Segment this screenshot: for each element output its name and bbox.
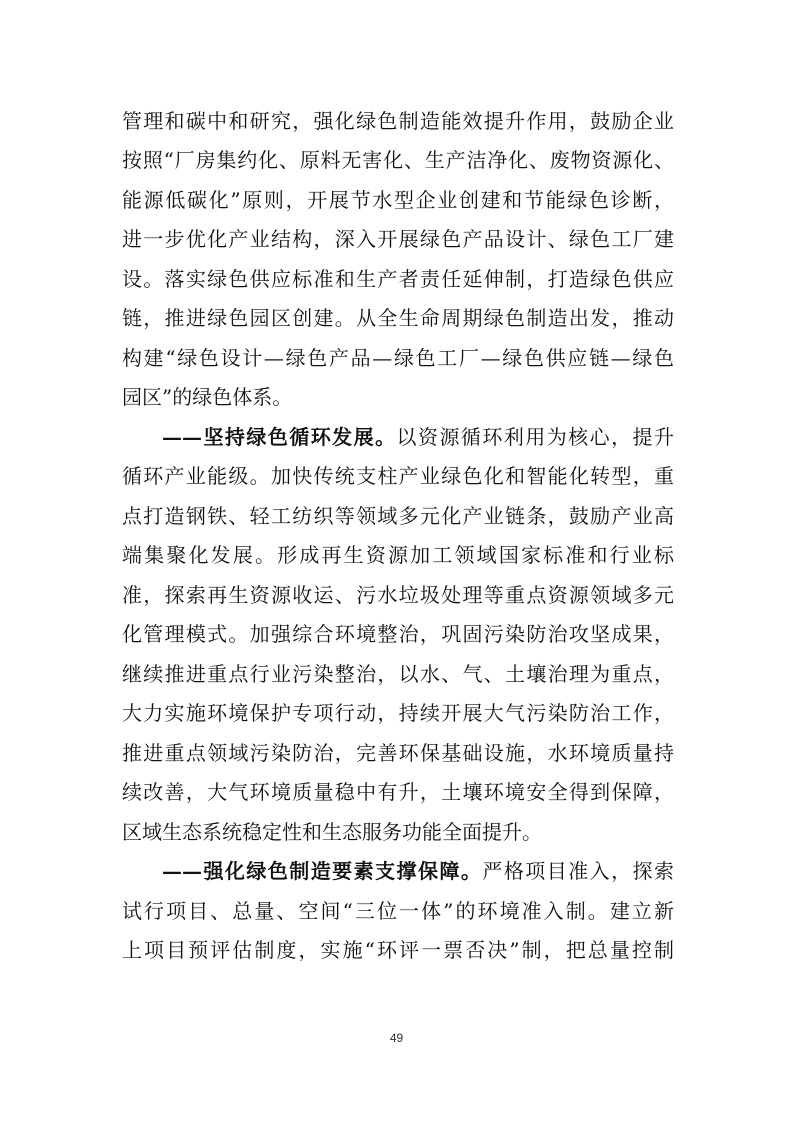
page-number: 49	[389, 1031, 404, 1045]
paragraph-line: 按照“厂房集约化、原料无害化、生产洁净化、废物资源化、	[122, 148, 674, 172]
section-heading-line	[162, 857, 674, 885]
paragraph-line: 区域生态系统稳定性和生态服务功能全面提升。	[122, 820, 542, 844]
paragraph-line: 化管理模式。加强综合环境整治，巩固污染防治攻坚成果，	[122, 622, 674, 646]
paragraph-line: 端集聚化发展。形成再生资源加工领域国家标准和行业标	[122, 543, 674, 567]
paragraph-line: 管理和碳中和研究，强化绿色制造能效提升作用，鼓励企业	[122, 109, 674, 133]
paragraph-line: 设。落实绿色供应标准和生产者责任延伸制，打造绿色供应	[122, 267, 674, 291]
paragraph-text: 严格项目准入，探索	[482, 859, 674, 883]
paragraph-text: 以资源循环利用为核心，提升	[396, 425, 674, 449]
paragraph-line: 链，推进绿色园区创建。从全生命周期绿色制造出发，推动	[122, 306, 674, 330]
paragraph-line: 试行项目、总量、空间“三位一体”的环境准入制。建立新	[122, 899, 674, 923]
paragraph-line: 大力实施环境保护专项行动，持续开展大气污染防治工作，	[122, 701, 674, 725]
paragraph-line: 续改善，大气环境质量稳中有升，土壤环境安全得到保障，	[122, 780, 674, 804]
paragraph-line: 园区”的绿色体系。	[122, 385, 293, 409]
paragraph-line: 上项目预评估制度，实施“环评一票否决”制，把总量控制	[122, 938, 674, 962]
section-heading: ——强化绿色制造要素支撑保障。	[162, 859, 483, 883]
section-heading: ——坚持绿色循环发展。	[162, 425, 397, 449]
paragraph-line: 能源低碳化”原则，开展节水型企业创建和节能绿色诊断，	[122, 188, 674, 212]
section-heading-line	[162, 423, 674, 451]
paragraph-line: 点打造钢铁、轻工纺织等领域多元化产业链条，鼓励产业高	[122, 504, 674, 528]
paragraph-line: 构建“绿色设计—绿色产品—绿色工厂—绿色供应链—绿色	[122, 346, 674, 370]
paragraph-line: 准，探索再生资源收运、污水垃圾处理等重点资源领域多元	[122, 583, 674, 607]
paragraph-line: 进一步优化产业结构，深入开展绿色产品设计、绿色工厂建	[122, 227, 674, 251]
paragraph-line: 继续推进重点行业污染整治，以水、气、土壤治理为重点，	[122, 662, 674, 686]
paragraph-line: 循环产业能级。加快传统支柱产业绿色化和智能化转型，重	[122, 464, 674, 488]
paragraph-line: 推进重点领域污染防治，完善环保基础设施，水环境质量持	[122, 741, 674, 765]
